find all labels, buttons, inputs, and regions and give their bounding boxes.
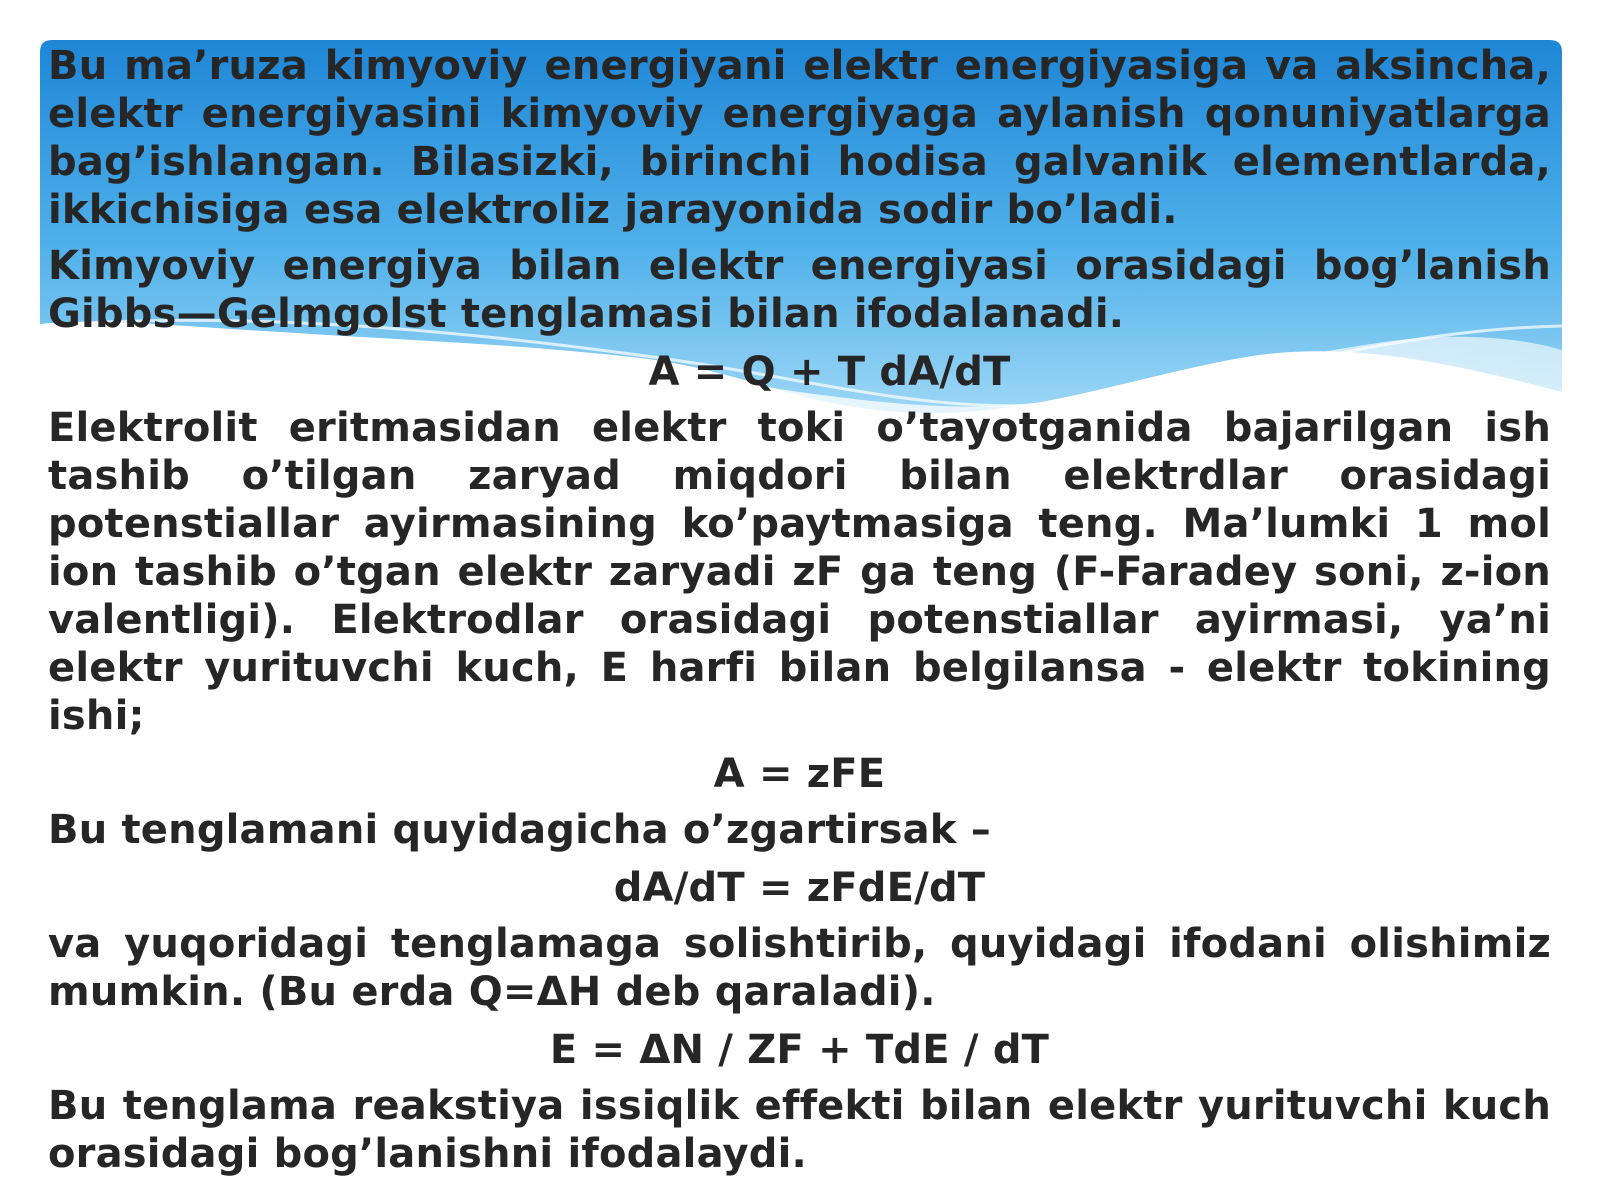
- formula-emf: E = ΔN / ZF + TdE / dT: [549, 1027, 1050, 1073]
- paragraph-electrolyte-work: Elektrolit eritmasidan elektr toki o’tayotganida bajarilgan ish tashib o’tilgan zaryad miqdori bilan elektrdlar orasidagi potenstiallar ayirmasining ko’paytmasiga teng. Ma’lumki 1 mol ion tashib o’tgan elektr zaryadi zF ga teng (F-Faradey soni, z-ion valentligi). Elektrodlar orasidagi potenstiallar ayirmasi, ya’ni elektr yurituvchi kuch, E harfi bilan belgilansa - elektr tokining ishi;: [48, 405, 1551, 739]
- paragraph-transform: Bu tenglamani quyidagicha o’zgartirsak –: [48, 807, 991, 853]
- paragraph-gibbs: Kimyoviy energiya bilan elektr energiyasi orasidagi bog’lanish Gibbs—Gelmgolst tenglamasi bilan ifodalanadi.: [48, 243, 1551, 337]
- formula-derivative: dA/dT = zFdE/dT: [613, 865, 986, 911]
- paragraph-conclusion: Bu tenglama reakstiya issiqlik effekti bilan elektr yurituvchi kuch orasidagi bog’lanishni ifodalaydi.: [48, 1083, 1551, 1177]
- formula-gibbs-helmholtz: A = Q + T dA/dT: [648, 349, 1011, 395]
- paragraph-intro: Bu ma’ruza kimyoviy energiyani elektr energiyasiga va aksincha, elektr energiyasini kimyoviy energiyaga aylanish qonuniyatlarga bag’ishlangan. Bilasizki, birinchi hodisa galvanik elementlarda, ikkichisiga esa elektroliz jarayonida sodir bo’ladi.: [48, 43, 1551, 233]
- paragraph-comparison: va yuqoridagi tenglamaga solishtirib, quyidagi ifodani olishimiz mumkin. (Bu erda Q=ΔH deb qaraladi).: [48, 921, 1551, 1015]
- slide-text: [48, 42, 1551, 1178]
- formula-work: A = zFE: [713, 751, 886, 797]
